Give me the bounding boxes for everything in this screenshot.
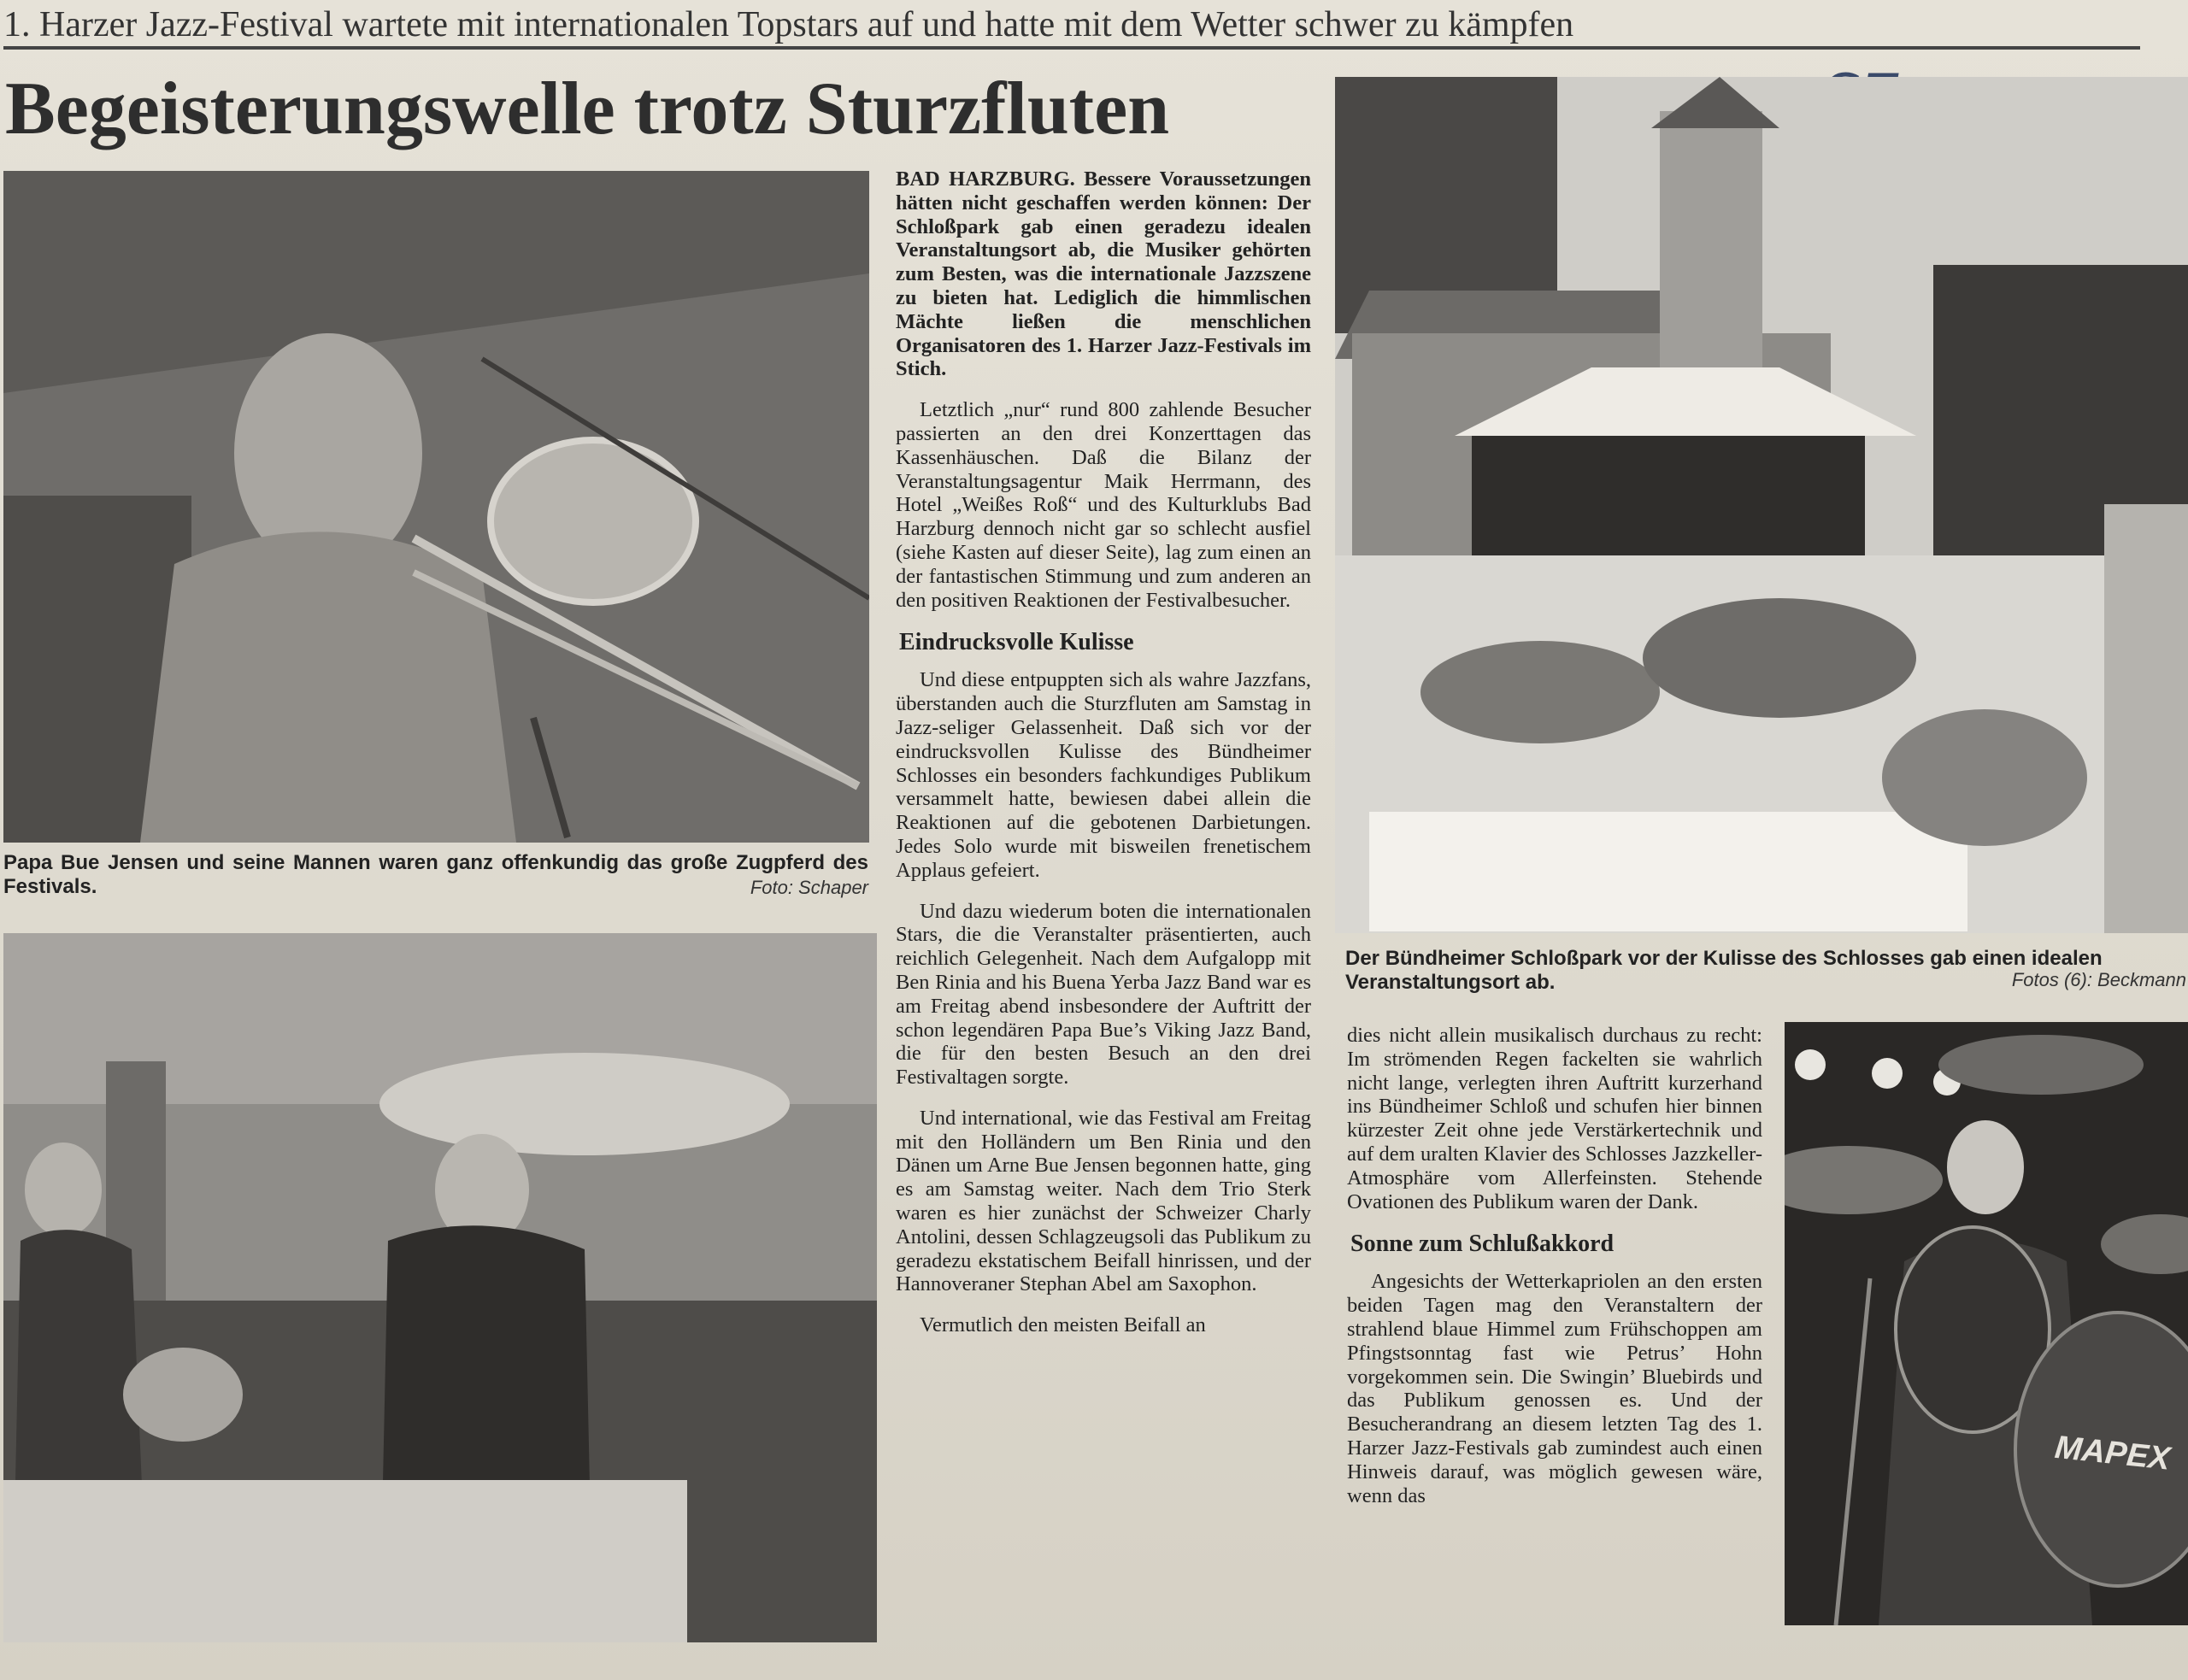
drum-brand-label: MAPEX (2053, 1429, 2172, 1477)
article-column-1 (896, 167, 1311, 1680)
article-paragraph: dies nicht allein musikalisch durchaus zu recht: Im strömenden Regen fackelten sie wahrlich nicht lange, verlegten ihren Auftritt kurzerhand ins Bündheimer Schloß und schufen hier binnen kürzester Zeit ohne jede Verstärkertechnik und auf dem uralten Klavier des Schlosses Jazzkeller-Atmosphäre vom Allerfeinsten. Stehende Ovationen des Publikum waren der Dank. (1347, 1024, 1762, 1213)
article-paragraph: Angesichts der Wetterkapriolen an den ersten beiden Tagen mag den Veranstaltern der strahlend blaue Himmel zum Frühschoppen am Pfingstsonntag fast wie Petrus’ Hohn vorgekommen sein. Die Swingin’ Bluebirds und das Publikum genossen es. Und der Besucherandrang an diesem letzten Tag des 1. Harzer Jazz-Festivals gab zumindest auch einen Hinweis darauf, was möglich gewesen wäre, wenn das (1347, 1270, 1762, 1507)
article-paragraph: Vermutlich den meisten Beifall an (920, 1313, 1206, 1337)
headline: Begeisterungswelle trotz Sturzfluten (5, 68, 1170, 150)
photo-indoor-concert (3, 933, 877, 1642)
credit-castle: Fotos (6): Beckmann (2011, 969, 2186, 990)
article-lead: BAD HARZBURG. Bessere Voraussetzungen hätten nicht geschaffen werden können: Der Schloßpark gab einen geradezu idealen Veranstaltungsort ab, die Musiker gehörten zum Besten, was die internationale Jazzszene zu bieten hat. Lediglich die himmlischen Mächte ließen die menschlichen Organisatoren des 1. Harzer Jazz-Festivals im Stich. (896, 167, 1311, 381)
photo-drummer (1785, 1022, 2188, 1625)
subheading-sonne: Sonne zum Schlußakkord (1350, 1231, 1615, 1258)
caption-trombone-text: Papa Bue Jensen und seine Mannen waren ganz offenkundig das große Zugpferd des Festivals. (3, 851, 868, 898)
caption-castle-text: Der Bündheimer Schloßpark vor der Kulisse des Schlosses gab einen idealen Veranstaltungsort ab. (1345, 947, 2103, 994)
article-paragraph: Letztlich „nur“ rund 800 zahlende Besucher passierten an den drei Konzerttagen das Kassenhäuschen. Daß die Bilanz der Veranstaltungsagentur Maik Herrmann, des Hotel „Weißes Roß“ und des Kulturklubs Bad Harzburg dennoch nicht gar so schlecht ausfiel (siehe Kasten auf dieser Seite), lag zum einen an der fantastischen Stimmung und zum anderen an den positiven Reaktionen der Festivalbesucher. (896, 398, 1311, 612)
photo-trombone-player (3, 171, 869, 843)
article-paragraph: Und diese entpuppten sich als wahre Jazzfans, überstanden auch die Sturzfluten am Samstag in Jazz-seliger Gelassenheit. Daß sich vor der eindrucksvollen Kulisse des Bündheimer Schlosses ein besonders fachkundiges Publikum versammelt hatte, bewiesen dabei allein die Reaktionen auf die gebotenen Darbietungen. Jedes Solo wurde mit bisweilen frenetischem Applaus gefeiert. (896, 668, 1311, 882)
article-paragraph: Und dazu wiederum boten die internationalen Stars, die die Veranstalter präsentierten, auch reichlich Gelegenheit. Nach dem Aufgalopp mit Ben Rinia and his Buena Yerba Jazz Band war es am Freitag abend insbesondere der Auftritt der schon legendären Papa Bue’s Viking Jazz Band, die für den besten Besuch an den drei Festivaltagen sorgte. (896, 899, 1311, 1090)
credit-trombone: Foto: Schaper (750, 877, 868, 898)
photo-castle-park-stage (1335, 77, 2188, 933)
article-paragraph: Und international, wie das Festival am Freitag mit den Holländern um Ben Rinia und den Dänen um Arne Bue Jensen begonnen hatte, ging es am Samstag weiter. Nach dem Trio Sterk waren es hier zunächst der Schweizer Charly Antolini, dessen Schlagzeugsoli das Publikum zu geradezu ekstatischem Beifall hinrissen, und der Hannoveraner Stephan Abel am Saxophon. (896, 1106, 1311, 1296)
article-column-2 (1347, 1024, 1762, 1673)
kicker-line: 1. Harzer Jazz-Festival wartete mit internationalen Topstars auf und hatte mit dem Wetter schwer zu kämpfen (3, 3, 2140, 50)
subheading-kulisse: Eindrucksvolle Kulisse (899, 629, 1134, 656)
